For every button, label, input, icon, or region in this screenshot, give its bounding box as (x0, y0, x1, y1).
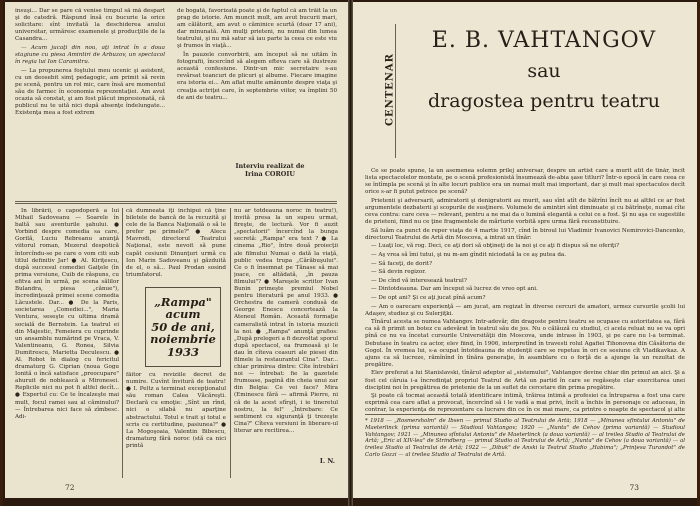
box-line: 50 de ani, (151, 319, 215, 334)
dialogue-line: — Am o oarecare experienţă — am jucat, am regizat în diverse cercuri de amatori, urmez cursurile şcolii lui Adaşev, studiez şi cu Sulerjiţki. (365, 303, 685, 317)
paragraph: Tînărul acesta se numea Vahtangov. Intr-adevăr, din dragoste pentru teatru se ocupase cu autoritatea sa, fără ca să fi primit un botez cu adevărat în teatrul său de jos. Nu o călăuză cu studiul, ci acela reluat nu se va opri pînă ce nu va încetat cursurile Universităţii din Moscova, unde intrase în 1903, şi pe care nu l-a terminat. Debutase în teatru ca actor, elev fiind, în 1906, interpretînd în travesti rolul Agafiei Tihonovna din Căsătoria de Gogol. În vremea lui, s-a ocupat întotdeauna de studenţii care se repetau în ori ce sesiune cît Vladikavkaz. A ajuns ca să lucreze, rămînînd în tînăra generaţie, în asamblare cu o forţă de a ajunge la un rezultat de pregătire. (365, 319, 685, 368)
paragraph: de bogată, favorizată poate şi de faptul că am trăit la un prag de istorie. Am muncit mult, am avut bucurii mari, am călătorit, am avut o căminice scurtă (doar 17 ani), dar minunată. Am mulţi prieteni, nu numai din lumea teatrului, şi nu mă satur să iau parte la ceea ce este viu şi frumos în viaţă... (177, 8, 337, 50)
title-name: E. B. VAHTANGOV (431, 28, 657, 53)
dialogue-line: — Luaţi loc, vă rog. Deci, ce aţi dori să obţineţi de la noi şi ce aţi fi dispus să ne oferiţi? (371, 243, 620, 250)
left-page (5, 2, 348, 498)
dialogue-line: — Aş vrea să îmi tutui, şi nu m-am gîndit niciodată la ce aş putea da. (371, 252, 567, 259)
right-page (353, 2, 697, 498)
rampa-column-2-top (126, 208, 226, 280)
paragraph: Prietenii şi adversarii, admiratorii şi denigratorii au murit, sau sînt atît de bătrîni încît nu ai altfel ce ar fost argumentele dezbaterii şi scopurile de susţinere. Volumele de amintiri sînt diminuate şi cu bătrîneţe, numai cîte ceva contra: care ceva — relevant, pentru a ne mai da o lumină elegantă a celui ce a fost. Şi nu aşa ce sugestiile de prieteni, fiind nu ce ţine fragmentele de mărturie vorbită spre urma fără reconstituire. (365, 197, 685, 226)
paragraph: În pauzele convorbirii, am început să ne uităm în fotografii, încercînd să alegem efteva care să ilustreze această confesiune. Dintr-un mic secretaire s-au revărsat teancuri de plicuri şi albume. Fiecare imagine era istoria ei... Am aflat multe amănunte despre viaţa şi creaţia actriţei care, în septembrie viitor, va împlini 50 de ani de teatru... (177, 52, 337, 101)
centenar-text: CENTENAR (384, 53, 396, 126)
footnote (365, 418, 685, 476)
rampa-column-1 (15, 208, 119, 480)
rampa-column-3 (234, 208, 338, 456)
title-rule (395, 24, 396, 158)
paragraph: — La propunerea foştului meu ucenic şi asistent, cu un deosebit simţ pedagogic, am primit să revin pe scenă, pentru un rol mic, care însă are momentul său de farmec în economia reprezentaţiei. Am avut ocazia să constat, şi am fost plăcut impresionată, că publicul nu te uită nici după absenţe îndelungate... Existenţa mea a fost extrem (15, 67, 165, 117)
credit-author: Irina COROIU (245, 170, 295, 178)
title-subtitle: dragostea pentru teatru (428, 90, 660, 112)
magazine-spread (3, 0, 697, 506)
box-line: 1933 (166, 344, 199, 359)
page-number: 72 (65, 483, 75, 492)
interview-column-1 (15, 8, 165, 208)
paragraph: însuşi... Dar se pare că venise timpul să mă despart şi de catedră. Răspund însă cu bucurie la orice solicitare: sînt invitată la deschiderea anului universitar, urmăresc examenele şi producţiile de la Casandra... (15, 8, 165, 43)
paragraph: Şi poate că tocmai această totală identificare intimă, trăirea intimă a profesiei ca întruparea a fost una care exprimă cea care aflat a provocat, încercînd să i le vadă a mai privi, încît a închis în personaje ce aduceau, în contrar, la experienţa de reprezentare ca lucrare din ce în ce mai mare, ca printre o noapte de spectacol şi alte (365, 393, 685, 412)
paragraph: Să luăm ca punct de reper viaţa de 4 martie 1917, cînd în biroul lui Vladimir Ivanovici Nemirovici-Dancenko, directorul Teatrului de Artă din Moscova, a intrat un tînăr: (365, 227, 685, 241)
paragraph: În librării, o capodoperă a lui Mihail Sadoveanu — Soarele în baltă sau aventurile şahului. ● Vorbind despre comedia sa care, Gorilă, Luciu Rebreanu anunţă viitorul roman, Mezerul despotică întorcîndu-se pe care o vom citi sub titlul definitiv Jar! ● Al. Kiriţescu, după succesul comediei Gaiţele (în prima versiune, Cuib de răspuns, cu efitva ani în urmă, pe scena sălilor Bulandra, piesa „cănue"), încredinţează primei scene comedia Lăcustele. Dar... ● De la Paris, societarea „Comediei...", Maria Ventura, seseşte cu ultima dramă socială de Bernstein. La teatrul ei din Majestic, Femeiera cu cuprinde un ansamblu numărind pe Vraca, V. Valentineanu, G. Ronea, Silvia Dumitrescu, Marietta Deculescu. ● Al. Robot în dialog cu fericitul dramaturg G. Ciprian (noua Gogu Ionită o încă satisface „preocupare" ahuruit de noblească a Mironesei. Replicile nici nu pot fi altfel decît... ● Expertul cu: Ce te încalzeşte mai mult, focul ramei sau al căminului? — Întrebarea nici face să zîmbesc. Adi- (15, 208, 119, 420)
section-divider (15, 203, 337, 204)
paragraph: făitor cu reviziile decret de numire. Cuvînt învitură de teatru! ● I. Peltz a terminat excepţionalul său roman Calea Văcăreşti. Declară cu emoţie: „Sînt un rînd, nici o silabă nu aparţine abstractului. Totul e trait şi totul e scris cu certitudine, pasiunea?" ● La Mogoşoaia, Valentin Bibescu, dramaturg fără noroc (stă ca nici printă (126, 372, 226, 449)
footnote-text: * 1918 — „Rosmersholm" de Ibsen — primul Studio al Teatrului de Artă; 1918 — „Minunea sfîntului Antoniu" de Maeterlinck (prima variantă) — Studioul Vahtangov; 1920 — „Nunta" de Cehov (prima variantă) — Studioul Vahtangov; 1921 — „Minunea sfîntului Antoniu" de Maeterlinck (a doua variantă) — al treilea Studio al Teatrului de Artă; „Eric al XIV-lea" de Strindberg — primul Studio al Teatrului de Artă; „Nunta" de Cehov (a doua variantă) — al treilea Studio al Teatrului de Artă; 1922 — „Dibuk" de Anski la Teatrul Studio „Habima"; „Prinţesa Turandot" de Carlo Gozzi — al treilea Studio al Teatrului de Artă. (365, 418, 685, 458)
title-conjunction: sau (527, 60, 561, 82)
article-body (365, 168, 685, 412)
section-divider (15, 201, 337, 202)
footnote-divider (365, 414, 685, 415)
page-number: 73 (629, 483, 639, 492)
box-line: „Rampa" (154, 294, 212, 309)
paragraph: că dumneata iţi închipui că ţine biletele de bancă de la recuzită şi cele de la Banca Naţională o să le prefer pe primele?" ● Alecu Mavrodi, directorul Teatrului Naţional, este nevoit să pune capăt cesiunii Dinunţuri urmă cu Ion Marin Sadoveanu şi găzduită de el, o să... Paul Prodan sosind triumfatorul. (126, 208, 226, 278)
dialogue-line: — De cînd vă interesează teatrul? (371, 277, 467, 284)
rampa-anniversary-box (145, 287, 221, 367)
paragraph: Elev preferat a lui Stanislavski, tînărul adeptor al „sistemului", Vahtangov devine chiar din primul an aici. Şi a fost cel căruia i-a încredinţat propriul Teatrul de Artă un partid în care se regăseşte clar exercitarea unei disciplini noi în pregătirea de prietenie de la un suflet de cercetare din prima pregătire. (365, 370, 685, 391)
credit-label: Interviu realizat de (235, 162, 305, 170)
dialogue-line: — Să devin regizor. (371, 269, 427, 276)
paragraph-question: — Acum jucaţi din nou, aţi intrat în a doua stagiune cu piesa Amintiri de Arbuzov, un spectacol în regia lui Ion Caramitru. (15, 44, 165, 66)
dialogue-line: — Dintotdeauna. Dar am început să lucrez de vreo opt ani. (371, 286, 538, 293)
article-title (405, 24, 683, 158)
box-line: noiembrie (150, 332, 216, 347)
rampa-column-2-bottom (126, 372, 226, 480)
box-line: acum (165, 307, 201, 322)
dialogue-line: — Să faceţi, de dorit? (371, 260, 433, 267)
column-rule (230, 208, 231, 478)
paragraph: nu ar totdeauna noroc în teatru!), invită presa la un supeu urmat, fireşte, de lectură. Vor fi auzit „spectatorii" încercînd la bunga secretă: „Rampa" era text ? ● La cinema „Rio", între două proiecţii ale filmului Numai o dată la viaţă, public vedea trupa „Cărăbuşului". Ce o fi însemnat pe Tănase să mai joace, ce altădată, „în pauza filmului"? ● Mareşele scriitor Ivan Bunin primeşte premiul Nobel pentru literatură pe anul 1933. ● Orchestra de cameră condusă de George Enescu concertează la Ateneul Român. Această formaţie cameralistă intrat în istoria muzicii la noi. ● „Rampa" anunţă grafios: „După prelegeri a fi dezvoltat sporul după spectacol, ea frumoasă şi le dau în cîteva ceasuri ale piesei din filmele la restaurantul Cina". Dar... chiar primirea dintre: Cîte întrebări noi — întrebat: fie la gazetele frumoase, pagină din cheia unui zar din Belgia: Ce vei face? Mira (Eminescu fără — afirmă Pierre, ni că de la acest sfîrşit, i ie tineretul nostru, la fel" „Întrebare: Ce sentiment cu siguranţă ţi trezeşte Cina?" Cîteva versiuni în liberare-ul literar are recitirea... (234, 208, 338, 434)
interview-credit (205, 162, 335, 178)
section-signature: I. N. (319, 457, 335, 465)
paragraph: Ce se poate spune, la un asemenea solemn prilej aniversar, despre un artist care a murit atît de tînăr, încît lista spectacolelor montate, pe o scenă profesionistă însumează de-abia şase titluri? Într-o epocă în care ceea ce se întîmpla pe scenă şi în alte locuri publice era un numai mult mai important, dar şi mult mai spectaculos decît orice s-ar fi putut petrece pe scenă? (365, 168, 685, 196)
column-rule (122, 208, 123, 478)
dialogue-line: — De opt ani? Şi ce aţi jucat pînă acum? (371, 295, 486, 301)
interview-column-2 (177, 8, 337, 158)
